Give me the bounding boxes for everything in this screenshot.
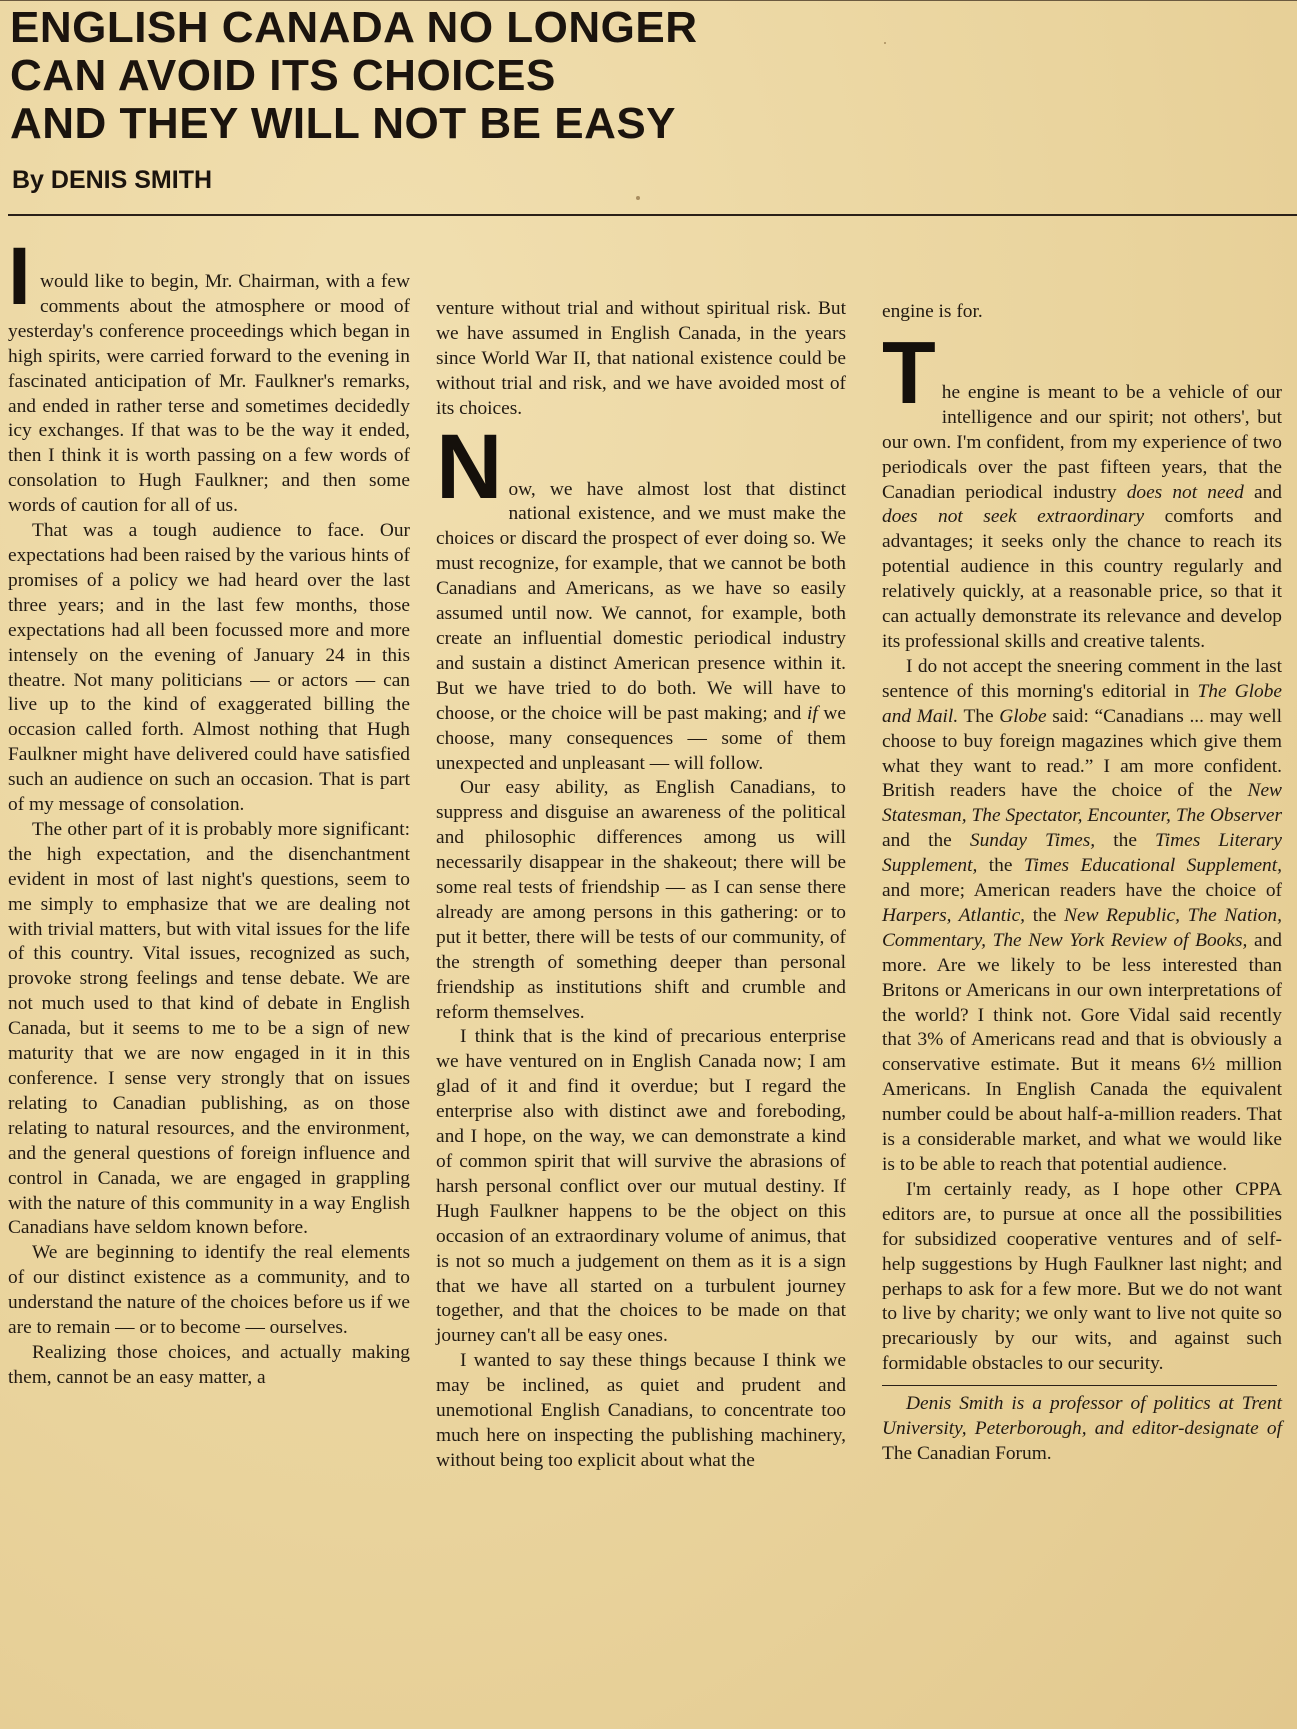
publication-title: New Republic, The Nation, Commentary, The New York Review of Books, xyxy=(882,904,1282,951)
emphasis: if xyxy=(806,702,818,724)
paragraph-text: ow, we have almost lost that distinct national existence, and we must make the choices or discard the prospect of ever doing so. We must recognize, for example, that we cannot be both Canadians and Americans, as we have so easily assumed until now. We cannot, for example, both create an influential domestic periodical industry and sustain a distinct American presence within it. But we have tried to do both. We will have to choose, or the choice will be past making; and xyxy=(436,478,846,724)
author-bio-rule xyxy=(882,1385,1277,1386)
paragraph: The other part of it is probably more significant: the high expectation, and the disenchantment evident in most of last night's questions, seem to me simply to emphasize that we are dealing not with trivial matters, but with vital issues for the life of this country. Vital issues, recognized as such, provoke strong feelings and tense debate. We are not much used to that kind of debate in English Canada, but it seems to me to be a sign of new maturity that we are now engaged in it in this conference. I sense very strongly that on issues relating to Canadian publishing, as on those relating to natural resources, and the environment, and the general questions of foreign influence and control in Canada, we are engaged in grappling with the nature of this community in a way English Canadians have seldom known before. xyxy=(8,818,410,1239)
article-column-3 xyxy=(882,300,1282,1467)
paragraph-text: The xyxy=(963,705,994,727)
paper-speck xyxy=(884,42,886,44)
paper-speck xyxy=(636,196,640,200)
paragraph xyxy=(436,415,846,777)
drop-cap: N xyxy=(436,415,503,518)
author-bio-text: Denis Smith is a professor of politics at Trent University, Peterborough, and editor-designate of xyxy=(882,1393,1282,1440)
paragraph: Realizing those choices, and actually making them, cannot be an easy matter, a xyxy=(8,1341,410,1388)
publication-title: Harpers, Atlantic, xyxy=(882,904,1026,926)
publication-title: New Statesman, The Spectator, Encounter, The Observer xyxy=(882,780,1282,827)
paragraph-text: I do not accept the sneering comment in the last sentence of this morning's editorial in xyxy=(882,655,1282,702)
paragraph: We are beginning to identify the real elements of our distinct existence as a community, and to understand the nature of the choices before us if we are to remain — or to become — ourselves. xyxy=(8,1242,410,1339)
publication-title: The Globe and Mail. xyxy=(882,680,1282,727)
drop-cap: T xyxy=(882,322,936,422)
emphasis: does not seek extraordinary xyxy=(882,506,1145,528)
paragraph-text: we choose, many consequences — some of them unexpected and unpleasant — will follow. xyxy=(436,702,846,774)
article-column-2 xyxy=(436,297,846,1474)
article-column-1 xyxy=(8,231,410,1391)
headline-divider-rule xyxy=(8,214,1297,216)
paragraph-text: and xyxy=(1253,481,1282,503)
paragraph-text: the xyxy=(1032,904,1057,926)
paragraph-text: the xyxy=(1113,830,1137,852)
headline xyxy=(10,4,770,148)
paragraph: I think that is the kind of precarious enterprise we have ventured on in English Canada now; I am glad of it and find it overdue; but I regard the enterprise also with distinct awe and foreboding, and I hope, on the way, we can demonstrate a kind of common spirit that will survive the abrasions of harsh personal conflict over our mutual destiny. If Hugh Faulkner happens to be the object on this occasion of an extraordinary volume of animus, that is not so much a judgement on them as it is a sign that we have all started on a turbulent journey together, and that the choices to be made on that journey can't all be easy ones. xyxy=(436,1026,846,1347)
paragraph-text: and the xyxy=(882,830,952,852)
paragraph-text: would like to begin, Mr. Chairman, with a few comments about the atmosphere or mood of yesterday's conference proceedings which began in high spirits, were carried forward to the evening in fascinated anticipation of Mr. Faulkner's remarks, and ended in rather terse and sometimes decidedly icy exchanges. If that was to be the way it ended, then I think it is worth passing on a few words of consolation to Hugh Faulkner; and then some words of caution for all of us. xyxy=(8,271,410,517)
publication-title: The Canadian Forum. xyxy=(882,1442,1052,1464)
paragraph xyxy=(882,655,1282,1178)
emphasis: does not need xyxy=(1126,481,1244,503)
headline-line-1: ENGLISH CANADA NO LONGER xyxy=(10,3,698,52)
paragraph: Our easy ability, as English Canadians, to suppress and disguise an awareness of the political and philosophic differences among us will necessarily disappear in the shakeout; there will be some real tests of friendship — as I can sense there already are among persons in this gathering: or to put it better, there will be tests of our community, of the strength of something deeper than personal friendship as institutions shift and crumble and reform themselves. xyxy=(436,777,846,1023)
top-border-rule xyxy=(0,0,1297,1)
headline-line-3: AND THEY WILL NOT BE EASY xyxy=(10,99,677,148)
author-bio xyxy=(882,1392,1282,1467)
publication-title: Times Literary Supplement, xyxy=(882,830,1282,877)
paragraph-text: and more. Are we likely to be less interested than Britons or Americans in our own interpretations of the world? I think not. Gore Vidal said recently that 3% of Americans read and that is obviously a conservative estimate. But it means 6½ million Americans. In English Canada the equivalent number could be about half-a-million readers. That is a considerable market, and what we would like is to be able to reach that potential audience. xyxy=(882,929,1282,1175)
paragraph-text: the xyxy=(988,855,1013,877)
paragraph: engine is for. xyxy=(882,301,983,322)
publication-title: Sunday Times, xyxy=(969,830,1096,852)
drop-cap: I xyxy=(8,231,31,322)
paragraph xyxy=(882,322,1282,655)
headline-line-2: CAN AVOID ITS CHOICES xyxy=(10,51,556,100)
paragraph-text: said: “Canadians ... may well choose to buy foreign magazines which give them what they want to read.” I am more confident. British readers have the choice of the xyxy=(882,705,1282,802)
paragraph-text: comforts and advantages; it seeks only the chance to reach its potential audience in this country regularly and relatively quickly, at a reasonable price, so that it can actually demonstrate its relevance and develop its professional skills and creative talents. xyxy=(882,506,1282,652)
paragraph: venture without trial and without spiritual risk. But we have assumed in English Canada, in the years since World War II, that national existence could be without trial and risk, and we have avoided most of its choices. xyxy=(436,298,846,419)
byline: By DENIS SMITH xyxy=(12,166,213,194)
paragraph-text: and more; American readers have the choice of xyxy=(882,880,1282,902)
publication-title: Globe xyxy=(999,705,1047,727)
paragraph: I wanted to say these things because I think we may be inclined, as quiet and prudent and unemotional English Canadians, to concentrate too much here on inspecting the publishing machinery, without being too explicit about what the xyxy=(436,1350,846,1471)
paragraph: That was a tough audience to face. Our expectations had been raised by the various hints of promises of a policy we had heard over the last three years; and in the last few months, those expectations had all been focussed more and more intensely on the evening of January 24 in this theatre. Not many politicians — or actors — can live up to the kind of exaggerated billing the occasion called forth. Almost nothing that Hugh Faulkner might have delivered could have satisfied such an audience on such an occasion. That is part of my message of consolation. xyxy=(8,520,410,816)
paragraph xyxy=(8,231,410,519)
publication-title: Times Educational Supplement, xyxy=(1023,855,1282,877)
paragraph-text: he engine is meant to be a vehicle of our intelligence and our spirit; not others', but our own. I'm confident, from my experience of two periodicals over the past fifteen years, that the Canadian periodical industry xyxy=(882,381,1282,503)
paragraph: I'm certainly ready, as I hope other CPPA editors are, to pursue at once all the possibilities for subsidized cooperative ventures and of self-help suggestions by Hugh Faulkner last night; and perhaps to ask for a few more. But we do not want to live by charity; we only want to live not quite so precariously by our wits, and against such formidable obstacles to our security. xyxy=(882,1178,1282,1375)
